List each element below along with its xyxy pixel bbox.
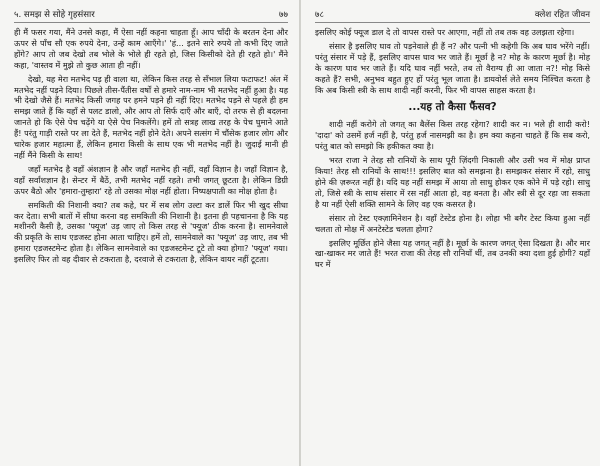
right-paragraph-4: भरत राजा ने तेरह सौ रानियों के साथ पूरी ज़िंदगी निकाली और उसी भव में मोक्ष प्राप्त किया! तेरह सौ रानियों के साथ!!! इसलिए बात को समझना है। समझकर संसार में रहो, साधु होने की ज़रूरत नहीं है। यदि यह नहीं समझ में आया तो साधु होकर एक कोने में पड़े रहो। साधु तो, जिसे स्त्री के साथ संसार में रस नहीं आता हो, वह बनता है। और स्त्री से दूर रहा जा सकता है या नहीं ऐसी शक्ति सामने के लिए वह एक कसरत है।	[315, 155, 590, 209]
left-paragraph-3: जहाँ मतभेद है वहाँ अंशज्ञान है और जहाँ मतभेद ही नहीं, वहाँ विज्ञान है। जहाँ विज्ञान है, वहाँ सर्वांशज्ञान है। सेन्टर में बैठें, तभी मतभेद नहीं रहते। तभी जगत् छूटता है। लेकिन डिग्री ऊपर बैठो और 'हमारा-तुम्हारा' रहे तो उसका मोक्ष नहीं होता। निष्पक्षपाती का मोक्ष होता है।	[14, 163, 288, 196]
right-paragraph-5: संसार तो टेस्ट एक्ज़ामिनेशन है। वहाँ टेस्टेड होना है। लोहा भी बगैर टेस्ट किया हुआ नहीं चलता तो मोक्ष में अनटेस्टेड चलता होगा?	[315, 212, 590, 234]
left-page-number: ७७	[279, 10, 288, 20]
right-header-title: क्लेश रहित जीवन	[534, 10, 590, 20]
left-header-title: ५. समझ से सोहे गृहसंसार	[14, 10, 95, 20]
right-page-number: ७८	[315, 10, 324, 20]
left-page-header	[14, 8, 288, 23]
right-paragraph-3: शादी नहीं करोगे तो जगत् का बैलेंस किस तरह रहेगा? शादी कर न। भले ही शादी करो! 'दादा' को उसमें हर्ज नहीं है, परंतु हर्ज नासमझी का है। हम क्या कहना चाहते हैं कि सब करो, परंतु बात को समझो कि हकीकत क्या है।	[315, 119, 590, 152]
right-paragraph-6: इसलिए मूर्छित होने जैसा यह जगत् नहीं है। मूर्छा के कारण जगत् ऐसा दिखता है। और मार खा-खाकर मर जाते हैं! भरत राजा की तेरह सौ रानियाँ थीं, तब उनकी क्या दशा हुई होगी? यहाँ घर में	[315, 237, 590, 270]
right-paragraph-1: इसलिए कोई फ्यूज डाल दे तो वापस रास्ते पर आएगा, नहीं तो तब तक वह उलझता रहेगा।	[315, 27, 575, 37]
left-paragraph-2: देखो, यह मेरा मतभेद पड़ ही वाला था, लेकिन किस तरह से सँभाल लिया फटाफट! अंत में मतभेद नहीं पड़ने दिया। पिछले तीस-पैंतीस वर्षों से हमारे नाम-नाम भी मतभेद नहीं हुआ है। यह भी देखो जैसे हैं। मतभेद किसी जगह पर हमने पड़ने ही नहीं दिए। मतभेद पड़ने से पहले ही हम समझ जाते हैं कि यहाँ से पलट डालो, और आप तो सिर्फ दाएँ और बाएँ, दो तरफ से ही बदलना जानते हो कि ऐसे पेच चढ़ेंगे या ऐसे पेच निकलेंगे। हमें तो सत्रह लाख तरह के पेच घुमाने आते हैं! परंतु गाड़ी रास्ते पर ला देते हैं, मतभेद नहीं होने देते। अपने सत्संग में चौंसेक हजार लोग और चारेक हजार महात्मा हैं, लेकिन हमारा किसी के साथ एक भी मतभेद नहीं है। जुदाई मानी ही नहीं मैंने किसी के साथ!	[14, 73, 288, 160]
right-page-header	[315, 8, 590, 23]
left-paragraph-1: ही मैं फसर गया, मैंने उनसे कहा, मैं ऐसा नहीं कहना चाहता हूँ। आप चाँदी के बरतन देना और ऊपर से पाँच सौ एक रुपये देना, उन्हें काम आएँगे।' 'हं... इतने सारे रुपये तो कभी दिए जाते होंगे? आप तो जब देखो तब भोले के भोले ही रहते हो, जिस किसीको देते ही रहते हो।' मैंने कहा, 'वास्तव में मुझे तो कुछ आता ही नहीं।	[14, 27, 288, 70]
right-paragraph-2: संसार है इसलिए घाव तो पड़नेवाले ही हैं न? और पत्नी भी कहेगी कि अब घाव भरेंगे नहीं। परंतु संसार में पड़े हैं, इसलिए वापस घाव भर जाते हैं। मूर्छा है न? मोह के कारण मूर्छा है। मोह के कारण घाव भर जाते हैं। यदि घाव नहीं भरते, तब तो वैराग्य ही आ जाता न?! मोह किसे कहते हैं? सभी, अनुभव बहुत हुए हों परंतु भूल जाता है। डायवोर्स लेते समय निश्चित करता है कि अब किसी स्त्री के साथ शादी नहीं करनी, फिर भी वापस साहस करता है।	[315, 40, 590, 95]
section-heading: ...यह तो कैसा फैंसव?	[408, 101, 497, 114]
right-page	[301, 0, 600, 466]
left-paragraph-4: समकिती की निशानी क्या? तब कहे, घर में सब लोग उल्टा कर डालें फिर भी खुद सीधा कर देता। सभी बातों में सीधा करना वह समकिती की निशानी है। इतना ही पहचानना है कि यह मशीनरी कैसी है, उसका 'फ्यूज' उड़ जाए तो किस तरह से 'फ्यूज' ठीक करना है। सामनेवाले की प्रकृति के साथ एडजस्ट होना आता चाहिए। हमें तो, सामनेवाले का 'फ्यूज' उड़ जाए, तब भी हमारा एडजस्टमेन्ट होता है। लेकिन सामनेवाले का एडजस्टमेन्ट टूटे तो क्या होगा? 'फ्यूज' गया। इसलिए फिर तो वह दीवार से टकराता है, दरवाजे से टकराता है, लेकिन वायर नहीं टूटता।	[14, 199, 288, 265]
